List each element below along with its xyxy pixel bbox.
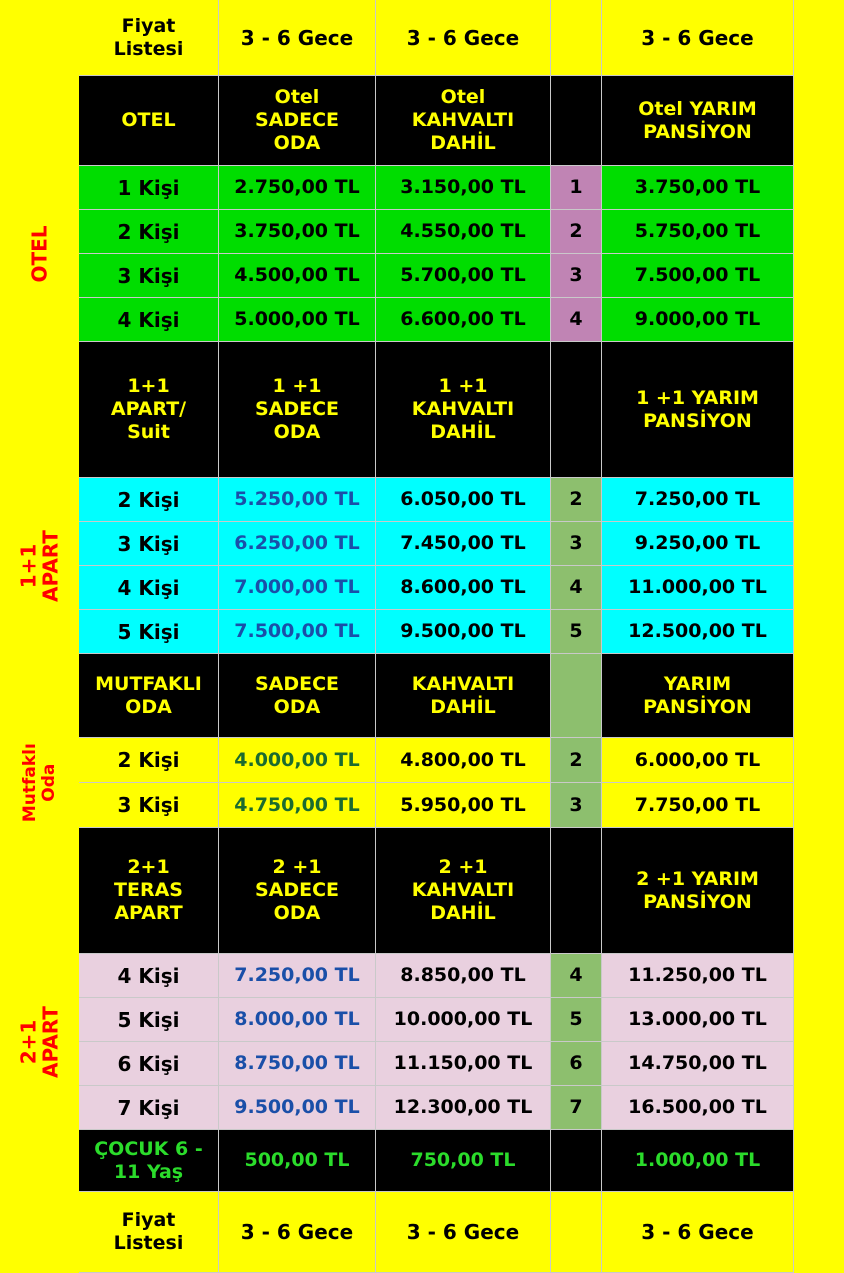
apart21-header-kahvalti: 2 +1 KAHVALTI DAHİL [376,828,551,954]
price-oda: 6.250,00 TL [219,522,376,566]
mutfakli-header-oda: SADECE ODA [219,654,376,738]
price-kahvalti: 7.450,00 TL [376,522,551,566]
price-kahvalti: 8.850,00 TL [376,954,551,998]
side-label-1plus1-apart: 1+1 APART [16,530,63,602]
apart11-header-type: 1+1 APART/ Suit [79,342,219,478]
footer-spacer [551,1192,602,1273]
apart21-header-yarim: 2 +1 YARIM PANSİYON [602,828,794,954]
row-label: 5 Kişi [79,610,219,654]
price-yarim: 13.000,00 TL [602,998,794,1042]
row-label: 7 Kişi [79,1086,219,1130]
apart11-header-spacer [551,342,602,478]
side-label-2plus1-apart: 2+1 APART [16,1006,63,1078]
price-yarim: 7.500,00 TL [602,254,794,298]
row-label: 3 Kişi [79,254,219,298]
header-yarim-nights: 3 - 6 Gece [602,0,794,76]
footer-oda-nights: 3 - 6 Gece [219,1192,376,1273]
person-count: 3 [551,783,602,828]
side-label-otel: OTEL [27,225,52,283]
person-count: 3 [551,522,602,566]
price-oda: 8.000,00 TL [219,998,376,1042]
row-label: 2 Kişi [79,478,219,522]
mutfakli-header-yarim: YARIM PANSİYON [602,654,794,738]
price-kahvalti: 3.150,00 TL [376,166,551,210]
apart21-header-type: 2+1 TERAS APART [79,828,219,954]
row-label: 4 Kişi [79,566,219,610]
apart11-header-oda: 1 +1 SADECE ODA [219,342,376,478]
price-oda: 5.250,00 TL [219,478,376,522]
price-yarim: 6.000,00 TL [602,738,794,783]
side-label-mutfakli-oda: Mutfaklı Oda [19,743,59,823]
person-count: 2 [551,210,602,254]
price-kahvalti: 5.950,00 TL [376,783,551,828]
person-count: 6 [551,1042,602,1086]
row-label: 4 Kişi [79,954,219,998]
price-oda: 7.000,00 TL [219,566,376,610]
apart21-header-spacer [551,828,602,954]
price-oda: 4.750,00 TL [219,783,376,828]
price-kahvalti: 6.050,00 TL [376,478,551,522]
price-oda: 3.750,00 TL [219,210,376,254]
mutfakli-header-type: MUTFAKLI ODA [79,654,219,738]
price-oda: 9.500,00 TL [219,1086,376,1130]
price-yarim: 7.750,00 TL [602,783,794,828]
apart21-header-oda: 2 +1 SADECE ODA [219,828,376,954]
price-kahvalti: 12.300,00 TL [376,1086,551,1130]
person-count: 5 [551,998,602,1042]
price-yarim: 14.750,00 TL [602,1042,794,1086]
row-label: 3 Kişi [79,783,219,828]
otel-header-oda: Otel SADECE ODA [219,76,376,166]
child-price-kahvalti: 750,00 TL [376,1130,551,1192]
person-count: 4 [551,566,602,610]
person-count: 7 [551,1086,602,1130]
apart11-header-kahvalti: 1 +1 KAHVALTI DAHİL [376,342,551,478]
price-yarim: 11.250,00 TL [602,954,794,998]
row-label: 3 Kişi [79,522,219,566]
price-kahvalti: 5.700,00 TL [376,254,551,298]
otel-header-type: OTEL [79,76,219,166]
child-price-oda: 500,00 TL [219,1130,376,1192]
row-label: 6 Kişi [79,1042,219,1086]
child-label: ÇOCUK 6 - 11 Yaş [79,1130,219,1192]
mutfakli-header-spacer [551,654,602,738]
child-spacer [551,1130,602,1192]
price-oda: 5.000,00 TL [219,298,376,342]
price-kahvalti: 6.600,00 TL [376,298,551,342]
footer-kahvalti-nights: 3 - 6 Gece [376,1192,551,1273]
price-kahvalti: 4.800,00 TL [376,738,551,783]
otel-header-yarim: Otel YARIM PANSİYON [602,76,794,166]
person-count: 1 [551,166,602,210]
row-label: 2 Kişi [79,738,219,783]
person-count: 2 [551,478,602,522]
price-oda: 4.000,00 TL [219,738,376,783]
header-spacer [551,0,602,76]
price-kahvalti: 4.550,00 TL [376,210,551,254]
footer-yarim-nights: 3 - 6 Gece [602,1192,794,1273]
price-oda: 7.500,00 TL [219,610,376,654]
person-count: 2 [551,738,602,783]
price-yarim: 12.500,00 TL [602,610,794,654]
price-kahvalti: 9.500,00 TL [376,610,551,654]
price-kahvalti: 11.150,00 TL [376,1042,551,1086]
price-oda: 8.750,00 TL [219,1042,376,1086]
header-oda-nights: 3 - 6 Gece [219,0,376,76]
price-yarim: 11.000,00 TL [602,566,794,610]
price-yarim: 16.500,00 TL [602,1086,794,1130]
row-label: 4 Kişi [79,298,219,342]
otel-header-kahvalti: Otel KAHVALTI DAHİL [376,76,551,166]
person-count: 4 [551,298,602,342]
header-label: Fiyat Listesi [79,0,219,76]
price-yarim: 3.750,00 TL [602,166,794,210]
otel-header-spacer [551,76,602,166]
row-label: 2 Kişi [79,210,219,254]
row-label: 5 Kişi [79,998,219,1042]
price-kahvalti: 10.000,00 TL [376,998,551,1042]
apart11-header-yarim: 1 +1 YARIM PANSİYON [602,342,794,478]
person-count: 3 [551,254,602,298]
price-yarim: 5.750,00 TL [602,210,794,254]
price-yarim: 7.250,00 TL [602,478,794,522]
header-kahvalti-nights: 3 - 6 Gece [376,0,551,76]
person-count: 4 [551,954,602,998]
price-oda: 2.750,00 TL [219,166,376,210]
footer-label: Fiyat Listesi [79,1192,219,1273]
row-label: 1 Kişi [79,166,219,210]
price-kahvalti: 8.600,00 TL [376,566,551,610]
price-yarim: 9.000,00 TL [602,298,794,342]
price-oda: 4.500,00 TL [219,254,376,298]
price-oda: 7.250,00 TL [219,954,376,998]
person-count: 5 [551,610,602,654]
mutfakli-header-kahvalti: KAHVALTI DAHİL [376,654,551,738]
child-price-yarim: 1.000,00 TL [602,1130,794,1192]
price-yarim: 9.250,00 TL [602,522,794,566]
